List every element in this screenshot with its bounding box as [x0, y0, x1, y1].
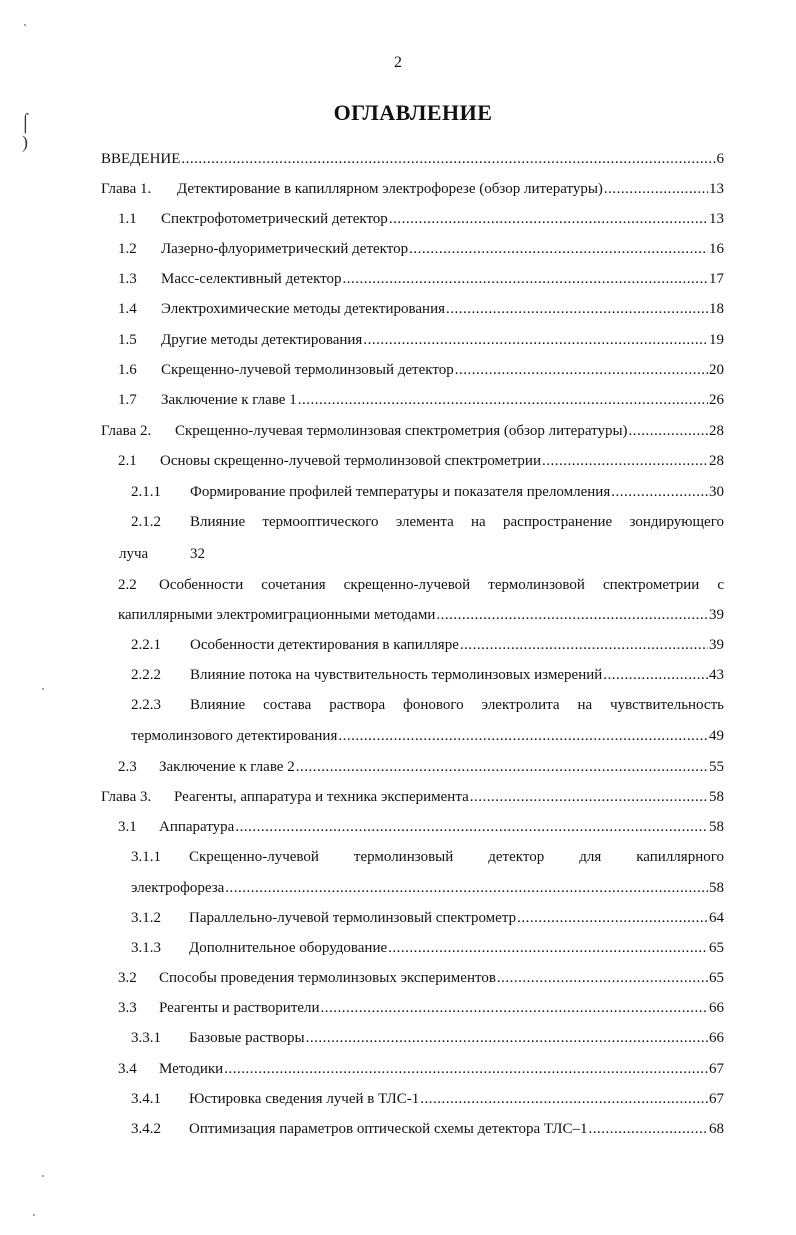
toc-entry-line [159, 756, 724, 778]
toc-entry-number: Глава 1. [101, 181, 152, 197]
toc-entry-line [159, 816, 724, 838]
toc-leader-dots [611, 481, 708, 503]
toc-entry-text: Электрохимические методы детектирования [161, 301, 446, 317]
toc-entry-number: 2.2.2 [131, 667, 161, 683]
toc-entry-text: Оптимизация параметров оптической схемы детектора ТЛС–1 [189, 1121, 588, 1137]
toc-leader-dots [497, 967, 708, 989]
toc-entry-number: 2.3 [118, 759, 137, 775]
toc-entry-line [161, 389, 724, 411]
toc-entry-number: 3.2 [118, 970, 137, 986]
toc-entry-number: 2.2.1 [131, 637, 161, 653]
toc-page-number: 17 [709, 271, 724, 287]
toc-page-number: 66 [709, 1030, 724, 1046]
toc-leader-dots [296, 756, 708, 778]
toc-entry-line [161, 298, 724, 320]
toc-page-number: 20 [709, 362, 724, 378]
toc-entry-text: Дополнительное оборудование [189, 940, 388, 956]
toc-entry-number: 3.4.1 [131, 1091, 161, 1107]
toc-entry-line [190, 481, 724, 503]
toc-page-number: 43 [709, 667, 724, 683]
toc-entry-text: Способы проведения термолинзовых экспериментов [159, 970, 496, 986]
toc-entry-number: 3.4 [118, 1061, 137, 1077]
toc-entry-number: 3.3.1 [131, 1030, 161, 1046]
toc-entry-text: Заключение к главе 1 [161, 392, 297, 408]
toc-entry-text: Основы скрещенно-лучевой термолинзовой спектрометрии [160, 453, 541, 469]
toc-entry-text: Аппаратура [159, 819, 235, 835]
toc-page-number: 55 [709, 759, 724, 775]
toc-leader-dots [181, 148, 715, 170]
toc-leader-dots [224, 1058, 708, 1080]
toc-entry-text: ВВЕДЕНИЕ [101, 151, 181, 167]
toc-entry-line [161, 208, 724, 230]
toc-entry-text: Заключение к главе 2 [159, 759, 295, 775]
toc-leader-dots [436, 604, 708, 626]
scan-speck [24, 24, 26, 26]
toc-page-number: 64 [709, 910, 724, 926]
toc-page-number: 39 [709, 637, 724, 653]
toc-entry-number: 2.1 [118, 453, 137, 469]
toc-entry-number: 2.2.3 [131, 697, 161, 713]
toc-entry-text [190, 694, 724, 716]
toc-entry-line [189, 1088, 724, 1110]
toc-entry-number: 1.5 [118, 332, 137, 348]
toc-entry-line [101, 148, 724, 170]
toc-page-number: 67 [709, 1091, 724, 1107]
toc-leader-dots [542, 450, 708, 472]
toc-entry-text: Параллельно-лучевой термолинзовый спектрометр [189, 910, 517, 926]
toc-entry-number: 1.4 [118, 301, 137, 317]
toc-leader-dots [517, 907, 708, 929]
toc-page-number: 13 [709, 211, 724, 227]
margin-mark: ⌠ [20, 112, 31, 132]
toc-page-number: 65 [709, 970, 724, 986]
toc-entry-line [159, 967, 724, 989]
toc-entry-line [189, 907, 724, 929]
toc-entry-text-line: Влияние термооптического элемента на распространение зондирующего [190, 514, 724, 530]
toc-entry-line [131, 877, 724, 899]
toc-leader-dots [455, 359, 708, 381]
scan-speck [33, 1214, 35, 1216]
toc-leader-dots [446, 298, 708, 320]
toc-leader-dots [588, 1118, 708, 1140]
toc-entry-text: Масс-селективный детектор [161, 271, 342, 287]
toc-entry-text: Скрещенно-лучевой термолинзовый детектор [161, 362, 454, 378]
toc-page-number: 6 [716, 151, 724, 167]
toc-entry-line [161, 329, 724, 351]
toc-page-number: 28 [709, 453, 724, 469]
toc-leader-dots [470, 786, 708, 808]
toc-entry-text-line: Влияние состава раствора фонового электролита на чувствительность [190, 697, 724, 713]
toc-entry-number: 3.4.2 [131, 1121, 161, 1137]
toc-entry-line [177, 178, 724, 200]
toc-leader-dots [420, 1088, 708, 1110]
toc-entry-number: Глава 2. [101, 423, 152, 439]
toc-entry-line [175, 420, 724, 442]
toc-leader-dots [389, 208, 708, 230]
toc-leader-dots [235, 816, 708, 838]
toc-leader-dots [629, 420, 708, 442]
toc-entry-text [189, 846, 724, 868]
toc-entry-number: Глава 3. [101, 789, 152, 805]
toc-entry-number: 1.6 [118, 362, 137, 378]
toc-page-number: 68 [709, 1121, 724, 1137]
toc-entry-text [159, 574, 724, 596]
toc-leader-dots [321, 997, 708, 1019]
toc-entry-text: термолинзового детектирования [131, 728, 338, 744]
toc-entry-text: капиллярными электромиграционными методами [118, 607, 436, 623]
toc-entry-line [189, 937, 724, 959]
toc-entry-line [174, 786, 724, 808]
toc-page-number: 13 [709, 181, 724, 197]
toc-entry-text-line: Скрещенно-лучевой термолинзовый детектор для капиллярного [189, 849, 724, 865]
toc-entry-line [161, 359, 724, 381]
toc-page-number: 66 [709, 1000, 724, 1016]
toc-page-number: 28 [709, 423, 724, 439]
toc-entry-text: Скрещенно-лучевая термолинзовая спектрометрия (обзор литературы) [175, 423, 628, 439]
toc-entry-line [159, 1058, 724, 1080]
toc-entry-text: Юстировка сведения лучей в ТЛС-1 [189, 1091, 420, 1107]
toc-entry-text [190, 511, 724, 533]
toc-leader-dots [409, 238, 708, 260]
toc-entry-number: 2.1.2 [131, 514, 161, 530]
toc-page-number: 65 [709, 940, 724, 956]
toc-entry-text-line: Особенности сочетания скрещенно-лучевой термолинзовой спектрометрии с [159, 577, 724, 593]
toc-entry-text: Реагенты, аппаратура и техника эксперимента [174, 789, 469, 805]
toc-page-number: 58 [709, 789, 724, 805]
toc-entry-number: 3.3 [118, 1000, 137, 1016]
toc-entry-line [161, 238, 724, 260]
toc-entry-number: 3.1.2 [131, 910, 161, 926]
toc-entry-text: Другие методы детектирования [161, 332, 363, 348]
toc-entry-text: Лазерно-флуориметрический детектор [161, 241, 409, 257]
toc-page-number: 19 [709, 332, 724, 348]
toc-page-number: 39 [709, 607, 724, 623]
toc-page-number: 16 [709, 241, 724, 257]
toc-entry-number: 3.1 [118, 819, 137, 835]
toc-leader-dots [388, 937, 708, 959]
toc-entry-number: 3.1.3 [131, 940, 161, 956]
toc-entry-text: Спектрофотометрический детектор [161, 211, 388, 227]
toc-page-number: 32 [190, 546, 205, 562]
toc-entry-number: 1.1 [118, 211, 137, 227]
page-number: 2 [394, 54, 402, 71]
toc-entry-line [190, 664, 724, 686]
toc-page-number: 30 [709, 484, 724, 500]
toc-entry-line [131, 725, 724, 747]
toc-entry-number: 1.7 [118, 392, 137, 408]
toc-leader-dots [338, 725, 708, 747]
margin-mark: ) [22, 132, 28, 152]
toc-entry-text: электрофореза [131, 880, 225, 896]
toc-entry-line [189, 1118, 724, 1140]
toc-entry-line [160, 450, 724, 472]
toc-leader-dots [363, 329, 708, 351]
toc-leader-dots [343, 268, 708, 290]
toc-entry-text: Методики [159, 1061, 224, 1077]
toc-leader-dots [604, 178, 708, 200]
scan-speck [42, 688, 44, 690]
toc-entry-line [190, 634, 724, 656]
toc-entry-continuation: луча [119, 546, 149, 562]
toc-page-number: 18 [709, 301, 724, 317]
toc-leader-dots [603, 664, 708, 686]
scan-speck [42, 1175, 44, 1177]
page-title: ОГЛАВЛЕНИЕ [333, 100, 493, 125]
toc-page-number: 58 [709, 880, 724, 896]
toc-entry-text: Базовые растворы [189, 1030, 305, 1046]
toc-entry-line [159, 997, 724, 1019]
toc-page-number: 58 [709, 819, 724, 835]
toc-entry-number: 1.3 [118, 271, 137, 287]
toc-entry-number: 2.2 [118, 577, 137, 593]
toc-leader-dots [306, 1027, 708, 1049]
toc-entry-number: 1.2 [118, 241, 137, 257]
toc-entry-text: Детектирование в капиллярном электрофорезе (обзор литературы) [177, 181, 603, 197]
toc-entry-line [189, 1027, 724, 1049]
toc-leader-dots [460, 634, 708, 656]
toc-leader-dots [298, 389, 708, 411]
toc-entry-text: Влияние потока на чувствительность термолинзовых измерений [190, 667, 603, 683]
toc-entry-line [118, 604, 724, 626]
toc-page-number: 26 [709, 392, 724, 408]
toc-entry-line [161, 268, 724, 290]
toc-page-number: 67 [709, 1061, 724, 1077]
toc-page-number: 49 [709, 728, 724, 744]
toc-entry-text: Реагенты и растворители [159, 1000, 320, 1016]
toc-entry-text: Формирование профилей температуры и показателя преломления [190, 484, 611, 500]
toc-leader-dots [225, 877, 708, 899]
toc-entry-text: Особенности детектирования в капилляре [190, 637, 459, 653]
toc-entry-number: 2.1.1 [131, 484, 161, 500]
toc-entry-number: 3.1.1 [131, 849, 161, 865]
